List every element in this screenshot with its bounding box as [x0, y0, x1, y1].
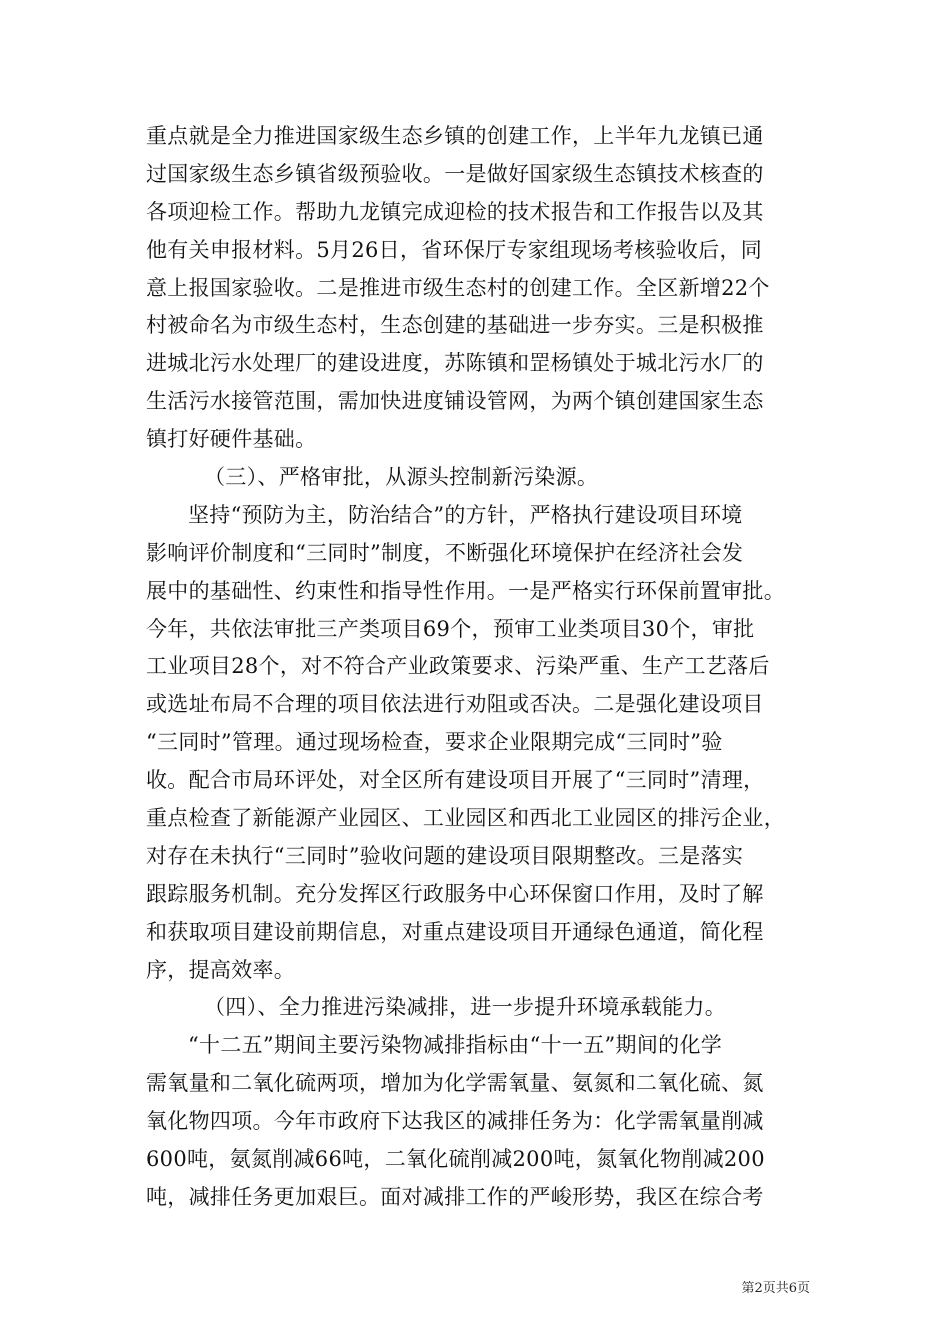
text-line: 影响评价制度和“三同时”制度，不断强化环境保护在经济社会发 [146, 540, 744, 565]
text-line: 对存在未执行“三同时”验收问题的建设项目限期整改。三是落实 [146, 843, 744, 868]
text-line: 需氧量和二氧化硫两项，增加为化学需氧量、氨氮和二氧化硫、氮 [146, 1071, 764, 1096]
text-line: 生活污水接管范围，需加快进度铺设管网，为两个镇创建国家生态 [146, 389, 764, 414]
text-line: 和获取项目建设前期信息，对重点建设项目开通绿色通道，简化程 [146, 919, 764, 944]
page-number: 第2页共6页 [741, 1281, 810, 1296]
text-line: 展中的基础性、约束性和指导性作用。一是严格实行环保前置审批。 [146, 578, 785, 603]
text-line: 氧化物四项。今年市政府下达我区的减排任务为：化学需氧量削减 [146, 1109, 764, 1134]
text-line: “三同时”管理。通过现场检查，要求企业限期完成“三同时”验 [146, 730, 723, 755]
text-line: 跟踪服务机制。充分发挥区行政服务中心环保窗口作用，及时了解 [146, 881, 764, 906]
body-text [146, 118, 811, 1217]
text-line: 重点检查了新能源产业园区、工业园区和西北工业园区的排污企业， [146, 806, 785, 831]
text-line: 今年，共依法审批三产类项目69个，预审工业类项目30个，审批 [146, 616, 755, 641]
text-line: 600吨，氨氮削减66吨，二氧化硫削减200吨，氮氧化物削减200 [146, 1147, 765, 1172]
text-line: 他有关申报材料。5月26日，省环保厅专家组现场考核验收后，同 [146, 237, 763, 262]
text-line: 工业项目28个，对不符合产业政策要求、污染严重、生产工艺落后 [146, 654, 770, 679]
text-line: 或选址布局不合理的项目依法进行劝阻或否决。二是强化建设项目 [146, 692, 764, 717]
text-line: 坚持“预防为主，防治结合”的方针，严格执行建设项目环境 [188, 502, 743, 527]
section-heading: （四）、全力推进污染减排，进一步提升环境承载能力。 [204, 995, 726, 1020]
text-line: 进城北污水处理厂的建设进度，苏陈镇和罡杨镇处于城北污水厂的 [146, 351, 764, 376]
text-line: 吨，减排任务更加艰巨。面对减排工作的严峻形势，我区在综合考 [146, 1184, 764, 1209]
text-line: 镇打好硬件基础。 [146, 427, 317, 452]
text-line: 重点就是全力推进国家级生态乡镇的创建工作，上半年九龙镇已通 [146, 124, 764, 148]
text-line: 意上报国家验收。二是推进市级生态村的创建工作。全区新增22个 [146, 275, 770, 300]
text-line: 过国家级生态乡镇省级预验收。一是做好国家级生态镇技术核查的 [146, 161, 764, 186]
text-line: 各项迎检工作。帮助九龙镇完成迎检的技术报告和工作报告以及其 [146, 199, 764, 224]
text-line: “十二五”期间主要污染物减排指标由“十一五”期间的化学 [188, 1033, 723, 1058]
text-line: 序，提高效率。 [146, 957, 296, 982]
section-heading: （三）、严格审批，从源头控制新污染源。 [204, 465, 599, 490]
text-line: 村被命名为市级生态村，生态创建的基础进一步夯实。三是积极推 [146, 313, 764, 338]
text-line: 收。配合市局环评处，对全区所有建设项目开展了“三同时”清理， [146, 768, 765, 793]
